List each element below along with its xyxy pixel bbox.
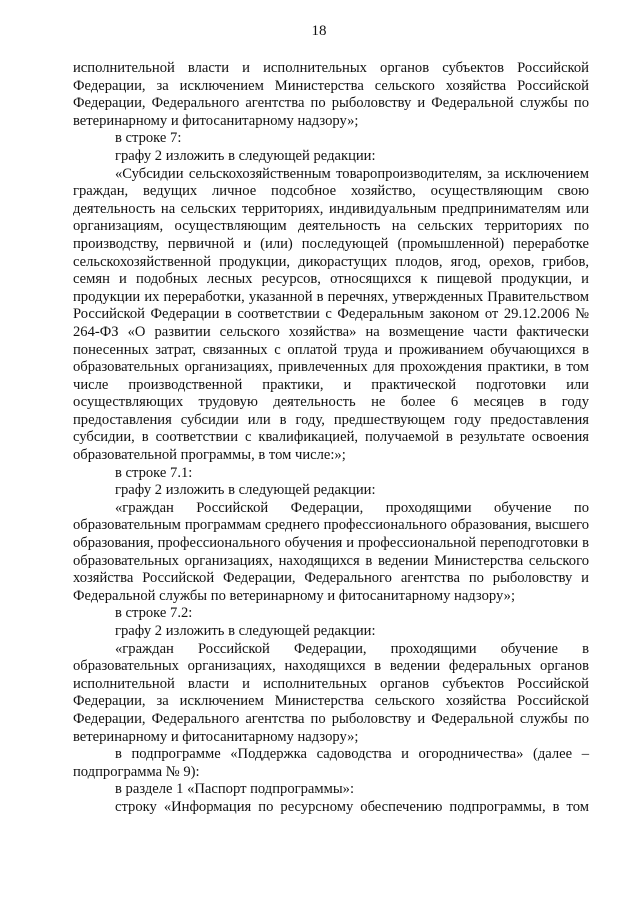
paragraph-10: «граждан Российской Федерации, проходящими обучение в образовательных организациях, находящихся в ведении федеральных органов исполнительной власти и исполнительных органов субъектов Российской Федерации, за исключением Министерства сельского хозяйства Российской Федерации, Федерального агентства по рыболовству и Федеральной службы по ветеринарному и фитосанитарному надзору»; (73, 640, 589, 745)
paragraph-12: в разделе 1 «Паспорт подпрограммы»: (115, 781, 355, 798)
paragraph-4: «Субсидии сельскохозяйственным товаропроизводителям, за исключением граждан, ведущих личное подсобное хозяйство, осуществляющим свою деятельность на сельских территориях, индивидуальным предпринимателям или организациям, осуществляющим деятельность на сельских территориях по производству, первичной и (или) последующей (промышленной) переработке сельскохозяйственной продукции, дикорастущих плодов, ягод, орехов, грибов, семян и подобных лесных ресурсов, относящихся к пищевой продукции, и продукции их переработки, указанной в перечнях, утвержденных Правительством Российской Федерации в соответствии с Федеральным законом от 29.12.2006 № 264-ФЗ «О развитии сельского хозяйства» на возмещение части фактически понесенных затрат, связанных с оплатой труда и проживанием обучающихся в образовательных организациях, привлеченных для прохождения практики, в том числе производственной практики, и практической подготовки или осуществляющих трудовую деятельность не более 6 месяцев в году предоставления субсидии или в году, предшествующем году предоставления субсидии, в соответствии с квалификацией, получаемой в результате освоения образовательной программы, в том числе:»; (73, 165, 589, 464)
paragraph-2: в строке 7: (115, 130, 182, 147)
paragraph-11: в подпрограмме «Поддержка садоводства и огородничества» (далее – подпрограмма № 9): (73, 746, 589, 780)
paragraph-1: исполнительной власти и исполнительных органов субъектов Российской Федерации, за исключением Министерства сельского хозяйства Российской Федерации, Федерального агентства по рыболовству и Федеральной службы по ветеринарному и фитосанитарному надзору»; (73, 60, 589, 129)
paragraph-7: «граждан Российской Федерации, проходящими обучение по образовательным программам среднего профессионального образования, высшего образования, профессионального обучения и профессиональной переподготовки в образовательных организациях, находящихся в ведении Министерства сельского хозяйства Российской Федерации, Федерального агентства по рыболовству и Федеральной службы по ветеринарному и фитосанитарному надзору»; (73, 499, 589, 604)
paragraph-5: в строке 7.1: (115, 464, 193, 481)
paragraph-6: графу 2 изложить в следующей редакции: (115, 482, 376, 499)
page-number: 18 (311, 23, 327, 39)
paragraph-8: в строке 7.2: (115, 605, 193, 622)
paragraph-3: графу 2 изложить в следующей редакции: (115, 147, 376, 164)
paragraph-9: графу 2 изложить в следующей редакции: (115, 623, 376, 639)
document-body (73, 60, 589, 817)
paragraph-13: строку «Информация по ресурсному обеспечению подпрограммы, в том (115, 798, 589, 815)
